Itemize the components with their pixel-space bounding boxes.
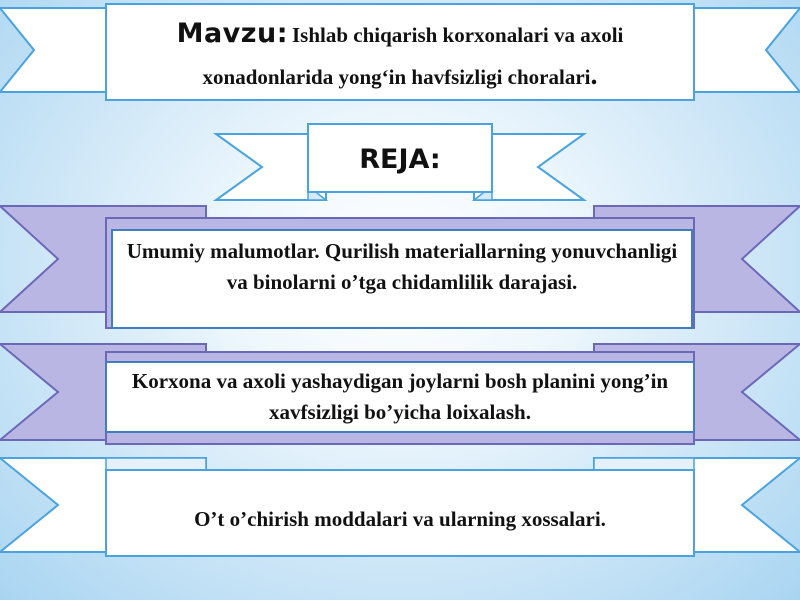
plan-item-2: Korxona va axoli yashaydigan joylarni bosh planini yong’in xavfsizligi bo’yicha loixalash. (131, 369, 669, 424)
reja-label: REJA: (359, 144, 441, 175)
title-line-2-end: . (590, 60, 598, 91)
title-keyword: Mavzu: (176, 18, 288, 49)
title-line-2 (110, 58, 690, 94)
plan-item-3: O’t o’chirish moddalari va ularning xossalari. (194, 507, 606, 531)
title-line-1 (110, 14, 690, 54)
title-line-2-text: xonadonlarida yong‘in havfsizligi choralari (202, 65, 591, 89)
plan-item-1: Umumiy malumotlar. Qurilish materiallarning yonuvchanligi va binolarni o’tga chidamlilik darajasi. (126, 239, 678, 294)
title-line-1-text: Ishlab chiqarish korxonalari va axoli (292, 23, 624, 47)
